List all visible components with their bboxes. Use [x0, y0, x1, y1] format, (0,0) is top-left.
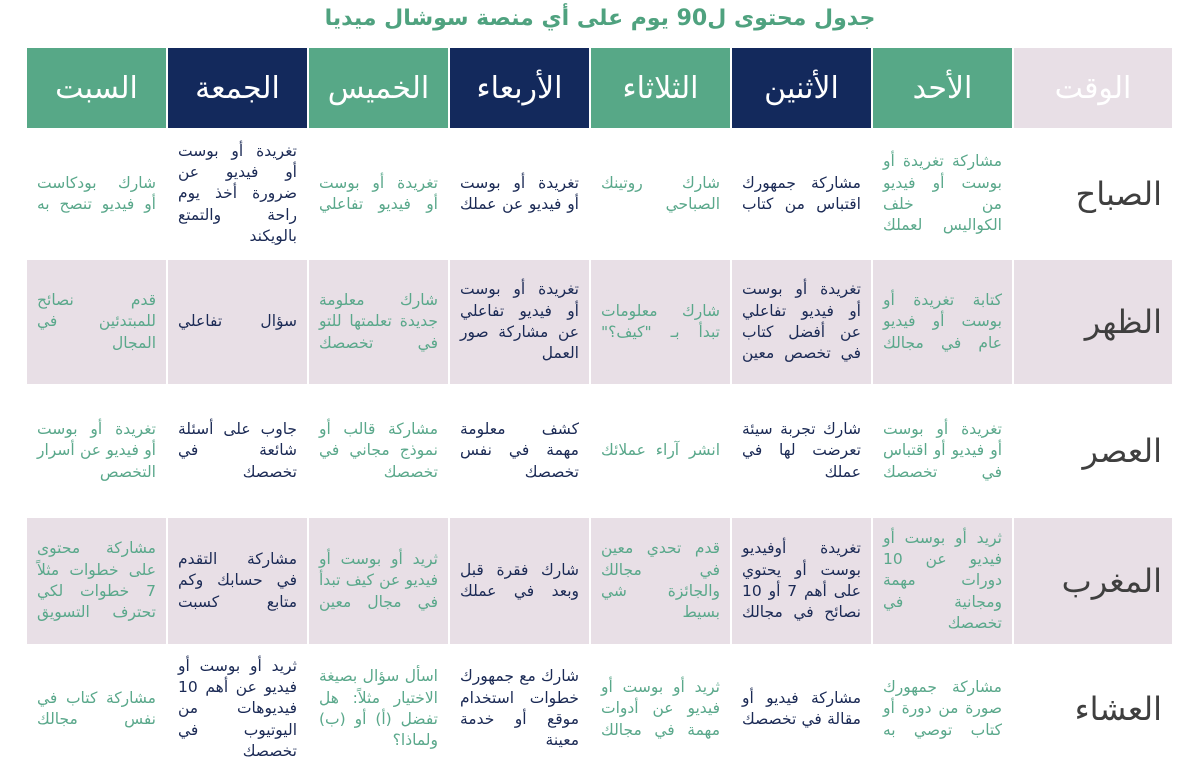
header-saturday: السبت	[26, 47, 167, 129]
header-thursday: الخميس	[308, 47, 449, 129]
header-monday: الأثنين	[731, 47, 872, 129]
cell-monday: مشاركة فيديو أو مقالة في تخصصك	[731, 645, 872, 773]
cell-wednesday: شارك فقرة قبل وبعد في عملك	[449, 517, 590, 645]
cell-sunday: مشاركة جمهورك صورة من دورة أو كتاب توصي به	[872, 645, 1013, 773]
cell-thursday: مشاركة قالب أو نموذج مجاني في تخصصك	[308, 385, 449, 517]
cell-saturday: مشاركة محتوى على خطوات مثلاً 7 خطوات لكي تحترف التسويق	[26, 517, 167, 645]
cell-thursday: شارك معلومة جديدة تعلمتها للتو في تخصصك	[308, 259, 449, 385]
header-tuesday: الثلاثاء	[590, 47, 731, 129]
cell-sunday: ثريد أو بوست أو فيديو عن 10 دورات مهمة ومجانية في تخصصك	[872, 517, 1013, 645]
cell-saturday: مشاركة كتاب في نفس مجالك	[26, 645, 167, 773]
cell-friday: سؤال تفاعلي	[167, 259, 308, 385]
cell-sunday: تغريدة أو بوست أو فيديو أو اقتباس في تخصصك	[872, 385, 1013, 517]
time-cell: الصباح	[1013, 129, 1173, 259]
cell-monday: تغريدة أو بوست أو فيديو تفاعلي عن أفضل كتاب في تخصص معين	[731, 259, 872, 385]
cell-saturday: تغريدة أو بوست أو فيديو عن أسرار التخصص	[26, 385, 167, 517]
cell-saturday: شارك بودكاست أو فيديو تنصح به	[26, 129, 167, 259]
cell-friday: مشاركة التقدم في حسابك وكم متابع كسبت	[167, 517, 308, 645]
cell-wednesday: تغريدة أو بوست أو فيديو تفاعلي عن مشاركة صور العمل	[449, 259, 590, 385]
cell-friday: تغريدة أو بوست أو فيديو عن ضرورة أخذ يوم راحة والتمتع بالويكند	[167, 129, 308, 259]
time-cell: العصر	[1013, 385, 1173, 517]
table-row-evening	[26, 645, 1173, 773]
cell-wednesday: كشف معلومة مهمة في نفس تخصصك	[449, 385, 590, 517]
cell-monday: شارك تجربة سيئة تعرضت لها في عملك	[731, 385, 872, 517]
cell-tuesday: شارك روتينك الصباحي	[590, 129, 731, 259]
cell-friday: جاوب على أسئلة شائعة في تخصصك	[167, 385, 308, 517]
table-row-morning	[26, 129, 1173, 259]
cell-wednesday: تغريدة أو بوست أو فيديو عن عملك	[449, 129, 590, 259]
cell-tuesday: ثريد أو بوست أو فيديو عن أدوات مهمة في مجالك	[590, 645, 731, 773]
header-row	[26, 47, 1173, 129]
time-cell: العشاء	[1013, 645, 1173, 773]
header-time: الوقت	[1013, 47, 1173, 129]
cell-saturday: قدم نصائح للمبتدئين في المجال	[26, 259, 167, 385]
page-title: جدول محتوى ل90 يوم على أي منصة سوشال ميديا	[324, 6, 876, 31]
cell-tuesday: شارك معلومات تبدأ بـ "كيف؟"	[590, 259, 731, 385]
cell-sunday: مشاركة تغريدة أو بوست أو فيديو من خلف الكواليس لعملك	[872, 129, 1013, 259]
header-wednesday: الأربعاء	[449, 47, 590, 129]
cell-thursday: ثريد أو بوست أو فيديو عن كيف تبدأ في مجال معين	[308, 517, 449, 645]
content-schedule-table	[25, 46, 1174, 774]
table-row-afternoon	[26, 385, 1173, 517]
table-row-sunset	[26, 517, 1173, 645]
cell-monday: مشاركة جمهورك اقتباس من كتاب	[731, 129, 872, 259]
header-friday: الجمعة	[167, 47, 308, 129]
header-sunday: الأحد	[872, 47, 1013, 129]
cell-tuesday: قدم تحدي معين في مجالك والجائزة شي بسيط	[590, 517, 731, 645]
cell-thursday: اسأل سؤال بصيغة الاختيار مثلاً: هل تفضل (أ) أو (ب) ولماذا؟	[308, 645, 449, 773]
cell-friday: ثريد أو بوست أو فيديو عن أهم 10 فيديوهات من اليوتيوب في تخصصك	[167, 645, 308, 773]
cell-wednesday: شارك مع جمهورك خطوات استخدام موقع أو خدمة معينة	[449, 645, 590, 773]
cell-tuesday: انشر آراء عملائك	[590, 385, 731, 517]
table-row-noon	[26, 259, 1173, 385]
time-cell: المغرب	[1013, 517, 1173, 645]
cell-sunday: كتابة تغريدة أو بوست أو فيديو عام في مجالك	[872, 259, 1013, 385]
cell-thursday: تغريدة أو بوست أو فيديو تفاعلي	[308, 129, 449, 259]
time-cell: الظهر	[1013, 259, 1173, 385]
cell-monday: تغريدة أوفيديو بوست أو يحتوي على أهم 7 أو 10 نصائح في مجالك	[731, 517, 872, 645]
